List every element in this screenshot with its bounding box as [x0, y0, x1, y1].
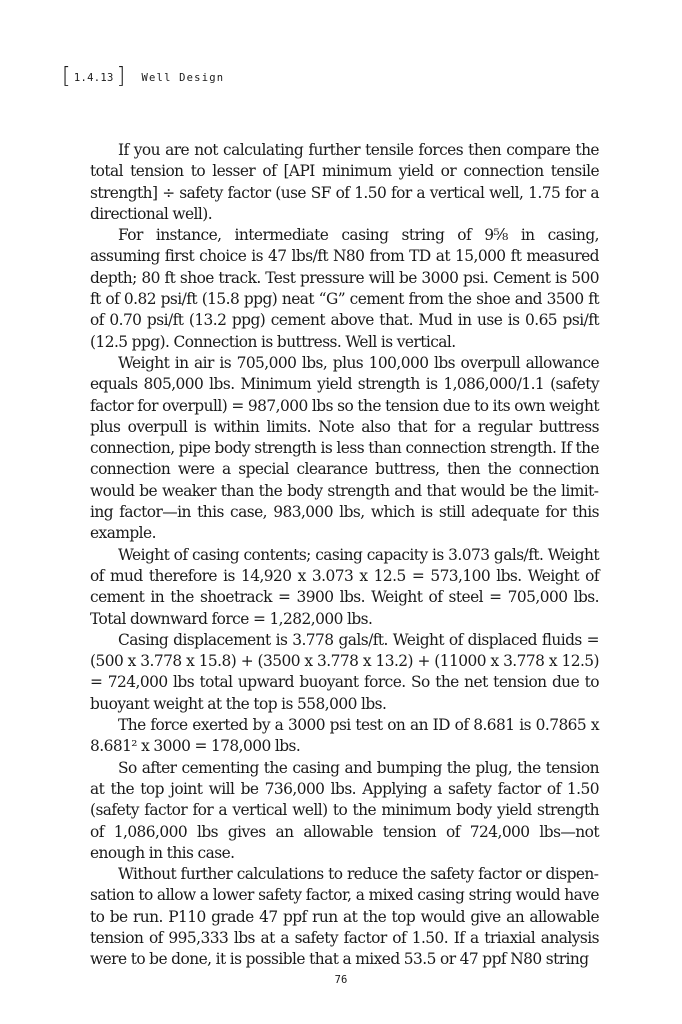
paragraph-3: Weight in air is 705,000 lbs, plus 100,000 lbs overpull allowance equals 805,000 lbs. Minimum yield strength is 1,086,000/1.1 (safety factor for overpull) = 987,000 lbs so the tension due to its own weight plus overpull is within limits. Note also that for a regular buttress connection, pipe body strength is less than connection strength. If the connection were a special clearance buttress, then the connection would be weaker than the body strength and that would be the limiting factor—in this case, 983,000 lbs, which is still adequate for this example. [90, 353, 599, 543]
body-text [90, 140, 599, 971]
section-bracket-open: [ [62, 64, 71, 89]
paragraph-7: So after cementing the casing and bumping the plug, the tension at the top joint will be 736,000 lbs. Applying a safety factor of 1.50 (safety factor for a vertical well) to the minimum body yield strength of 1,086,000 lbs gives an allowable tension of 724,000 lbs—not enough in this case. [90, 758, 599, 862]
paragraph-8: Without further calculations to reduce the safety factor or dispensation to allow a lower safety factor, a mixed casing string would have to be run. P110 grade 47 ppf run at the top would give an allowable tension of 995,333 lbs at a safety factor of 1.50. If a triaxial analysis were to be done, it is possible that a mixed 53.5 or 47 ppf N80 string [90, 865, 599, 969]
paragraph-6: The force exerted by a 3000 psi test on an ID of 8.681 is 0.7865 x 8.681² x 3000 = 178,000 lbs. [90, 716, 599, 756]
paragraph-5: Casing displacement is 3.778 gals/ft. Weight of displaced fluids = (500 x 3.778 x 15.8) + (3500 x 3.778 x 13.2) + (11000 x 3.778 x 12.5) = 724,000 lbs total upward buoyant force. So the net tension due to buoyant weight at the top is 558,000 lbs. [90, 630, 599, 713]
page-number: 76 [334, 974, 348, 986]
chapter-title: Well Design [141, 72, 225, 84]
section-bracket-close: ] [116, 64, 126, 89]
paragraph-2: For instance, intermediate casing string of 9⅝ in casing, assuming first choice is 47 lbs/ft N80 from TD at 15,000 ft measured depth; 80 ft shoe track. Test pressure will be 3000 psi. Cement is 500 ft of 0.82 psi/ft (15.8 ppg) neat “G” cement from the shoe and 3500 ft of 0.70 psi/ft (13.2 ppg) cement above that. Mud in use is 0.65 psi/ft (12.5 ppg). Connection is buttress. Well is vertical. [90, 226, 599, 351]
paragraph-1: If you are not calculating further tensile forces then compare the total tension to lesser of [API minimum yield or connection tensile strength] ÷ safety factor (use SF of 1.50 for a vertical well, 1.75 for a directional well). [90, 141, 599, 223]
running-head [62, 66, 224, 90]
paragraph-4: Weight of casing contents; casing capacity is 3.073 gals/ft. Weight of mud therefore is 14,920 x 3.073 x 12.5 = 573,100 lbs. Weight of cement in the shoetrack = 3900 lbs. Weight of steel = 705,000 lbs. Total downward force = 1,282,000 lbs. [90, 545, 599, 628]
section-number: 1.4.13 [73, 72, 114, 84]
